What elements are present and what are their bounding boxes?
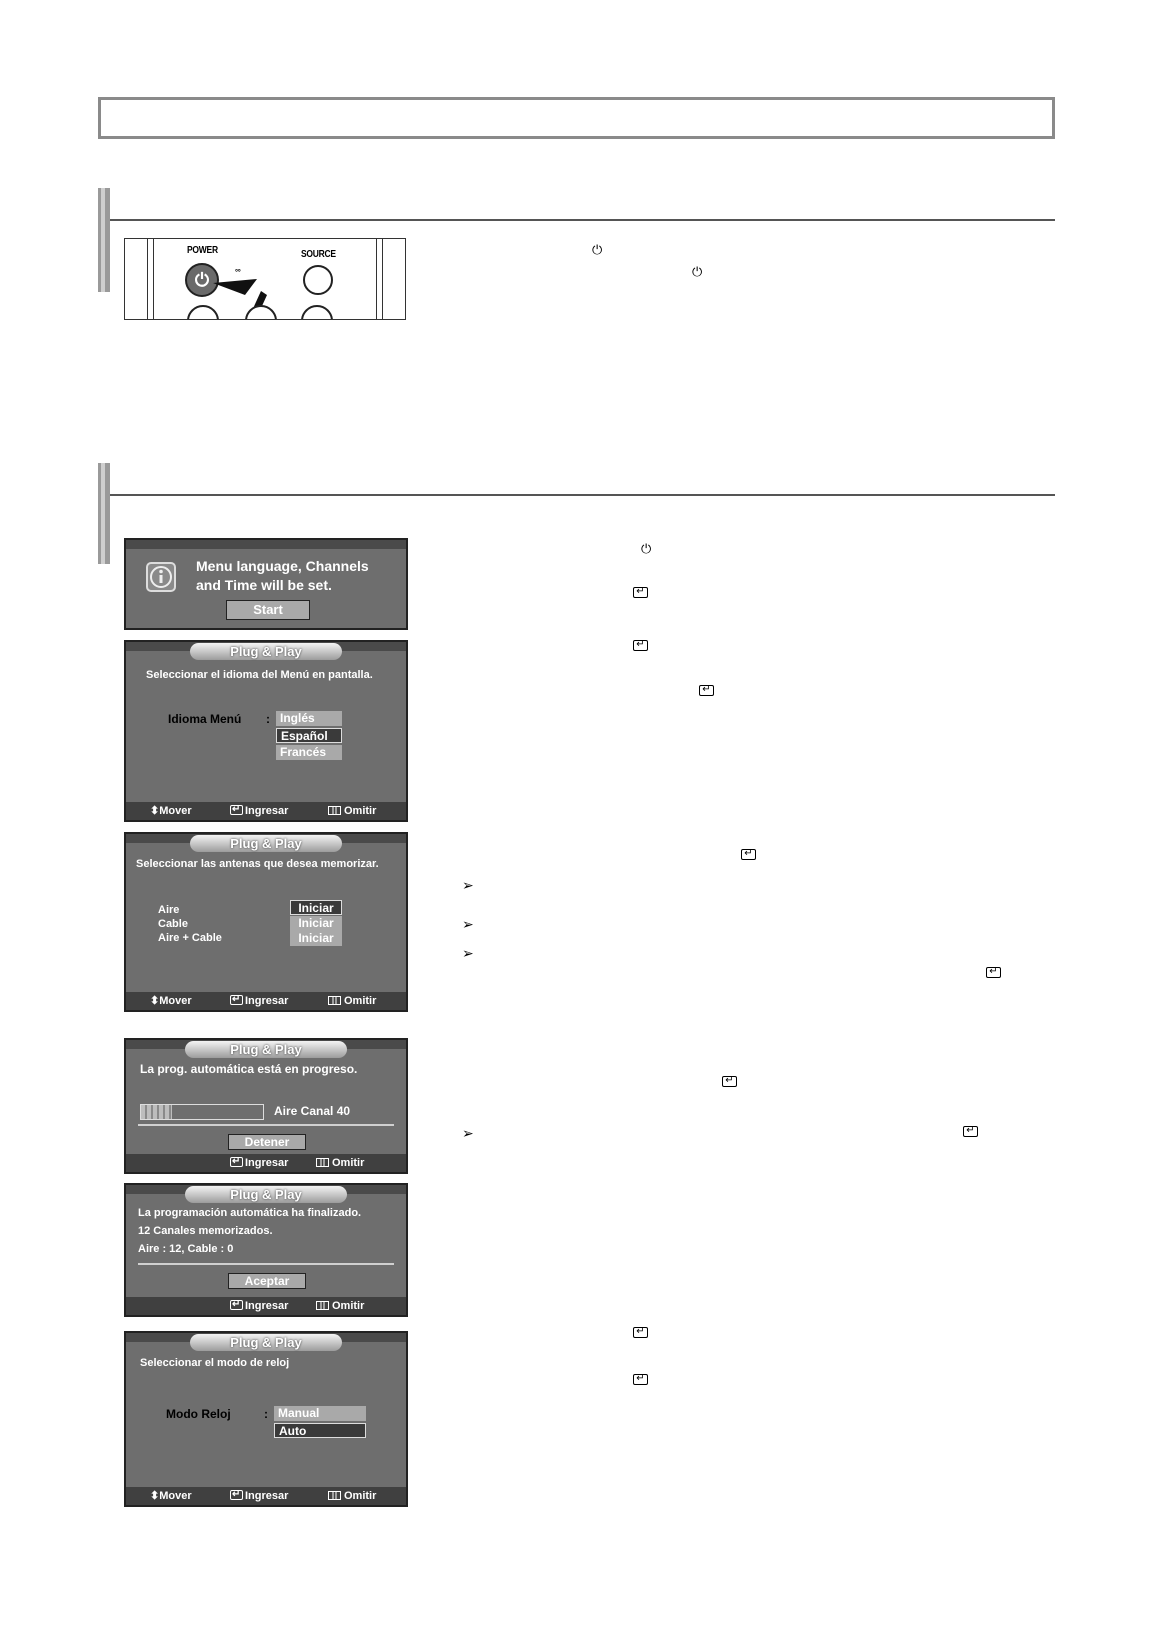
separator [138,1263,394,1265]
osd-footer [126,992,406,1010]
arrow-icon: ➢ [462,877,474,893]
intro-screen [124,538,408,630]
menu-icon [316,1158,329,1167]
indicator-dots: °° [235,267,241,277]
section-marker [98,188,110,292]
finished-line1: La programación automática ha finalizado. [138,1207,362,1219]
section-marker [98,463,110,564]
enter-icon: ↵ [963,1126,978,1137]
progress-bar [140,1104,264,1120]
osd-footer [126,1154,406,1172]
arrow-icon: ➢ [462,916,474,932]
antenna-screen [124,832,408,1012]
skip-hint: Omitir [328,992,376,1010]
clock-screen [124,1331,408,1507]
enter-hint: ↵ Ingresar [230,802,288,820]
finished-screen [124,1183,408,1317]
start-button[interactable]: Start [226,600,310,620]
language-option-frances[interactable]: Francés [276,745,342,760]
language-prompt: Seleccionar el idioma del Menú en pantalla. [146,669,373,681]
start-cable-button[interactable]: Iniciar [290,916,342,931]
enter-icon [230,1157,243,1167]
enter-hint: ↵Ingresar [230,1154,288,1172]
source-button[interactable] [303,265,333,295]
clock-label: Modo Reloj [166,1407,231,1421]
arrow-icon: ➢ [462,1125,474,1141]
remote-illustration [124,238,406,320]
enter-icon: ↵ [741,849,756,860]
skip-hint: Omitir [316,1297,364,1315]
progress-screen [124,1038,408,1174]
page-title-box [98,97,1055,139]
skip-hint: Omitir [328,1487,376,1505]
intro-message-line1: Menu language, Channels [196,558,369,574]
updown-icon: ⬍ [150,1490,160,1502]
updown-icon: ⬍ [150,995,160,1007]
power-icon: ⏻ [592,242,603,257]
section-divider [110,219,1055,221]
start-aire-button[interactable]: Iniciar [290,900,342,915]
separator [138,1124,394,1126]
language-option-espanol[interactable]: Español [276,728,342,743]
arrow-icon: ➢ [462,945,474,961]
enter-icon [230,1490,243,1500]
antenna-prompt: Seleccionar las antenas que desea memorizar. [136,858,379,870]
accept-button[interactable]: Aceptar [228,1273,306,1289]
menu-icon [328,996,341,1005]
language-screen [124,640,408,822]
enter-hint: ↵ Ingresar [230,1487,288,1505]
enter-icon: ↵ [633,1374,648,1385]
power-icon: ⏻ [641,541,652,556]
osd-title: Plug & Play [190,643,342,660]
colon: : [266,712,270,726]
enter-icon [230,995,243,1005]
progress-prompt: La prog. automática está en progreso. [140,1062,358,1076]
osd-title: Plug & Play [185,1041,347,1058]
remote-button[interactable] [301,305,333,320]
enter-icon: ↵ [722,1076,737,1087]
enter-hint: ↵Ingresar [230,1297,288,1315]
osd-footer [126,1297,406,1315]
power-icon: ⏻ [692,264,703,279]
osd-footer [126,1487,406,1505]
intro-message-line2: and Time will be set. [196,577,332,593]
osd-top-bar [126,540,406,549]
antenna-label-aire: Aire [158,904,180,916]
clock-option-manual[interactable]: Manual [274,1406,366,1421]
progress-fill [141,1105,172,1119]
osd-title: Plug & Play [185,1186,347,1203]
source-label: SOURCE [301,249,336,260]
menu-icon [316,1301,329,1310]
language-option-ingles[interactable]: Inglés [276,711,342,726]
clock-prompt: Seleccionar el modo de reloj [140,1357,290,1369]
osd-footer [126,802,406,820]
enter-icon: ↵ [633,1327,648,1338]
antenna-label-cable: Cable [158,918,188,930]
osd-title: Plug & Play [190,1334,342,1351]
move-hint: ⬍Mover [150,1490,192,1502]
skip-hint: Omitir [316,1154,364,1172]
colon: : [264,1407,268,1421]
menu-icon [328,1491,341,1500]
remote-edge [147,239,154,319]
enter-icon: ↵ [633,587,648,598]
move-hint: ⬍Mover [150,805,192,817]
enter-icon: ↵ [633,640,648,651]
enter-icon: ↵ [986,967,1001,978]
move-hint: ⬍Mover [150,995,192,1007]
progress-status: Aire Canal 40 [274,1104,351,1118]
info-icon [146,562,176,592]
enter-icon: ↵ [699,685,714,696]
power-icon: ⏻ [194,270,210,290]
antenna-label-aire-cable: Aire + Cable [158,932,222,944]
clock-option-auto[interactable]: Auto [274,1423,366,1438]
finished-line3: Aire : 12, Cable : 0 [138,1243,234,1255]
enter-hint: ↵ Ingresar [230,992,288,1010]
start-aire-cable-button[interactable]: Iniciar [290,931,342,946]
enter-icon [230,805,243,815]
section-divider [110,494,1055,496]
language-label: Idioma Menú [168,712,242,726]
remote-edge [376,239,383,319]
enter-icon [230,1300,243,1310]
finished-line2: 12 Canales memorizados. [138,1225,273,1237]
stop-button[interactable]: Detener [228,1134,306,1150]
skip-hint: Omitir [328,802,376,820]
updown-icon: ⬍ [150,805,160,817]
osd-title: Plug & Play [190,835,342,852]
menu-icon [328,806,341,815]
power-label: POWER [187,245,218,256]
